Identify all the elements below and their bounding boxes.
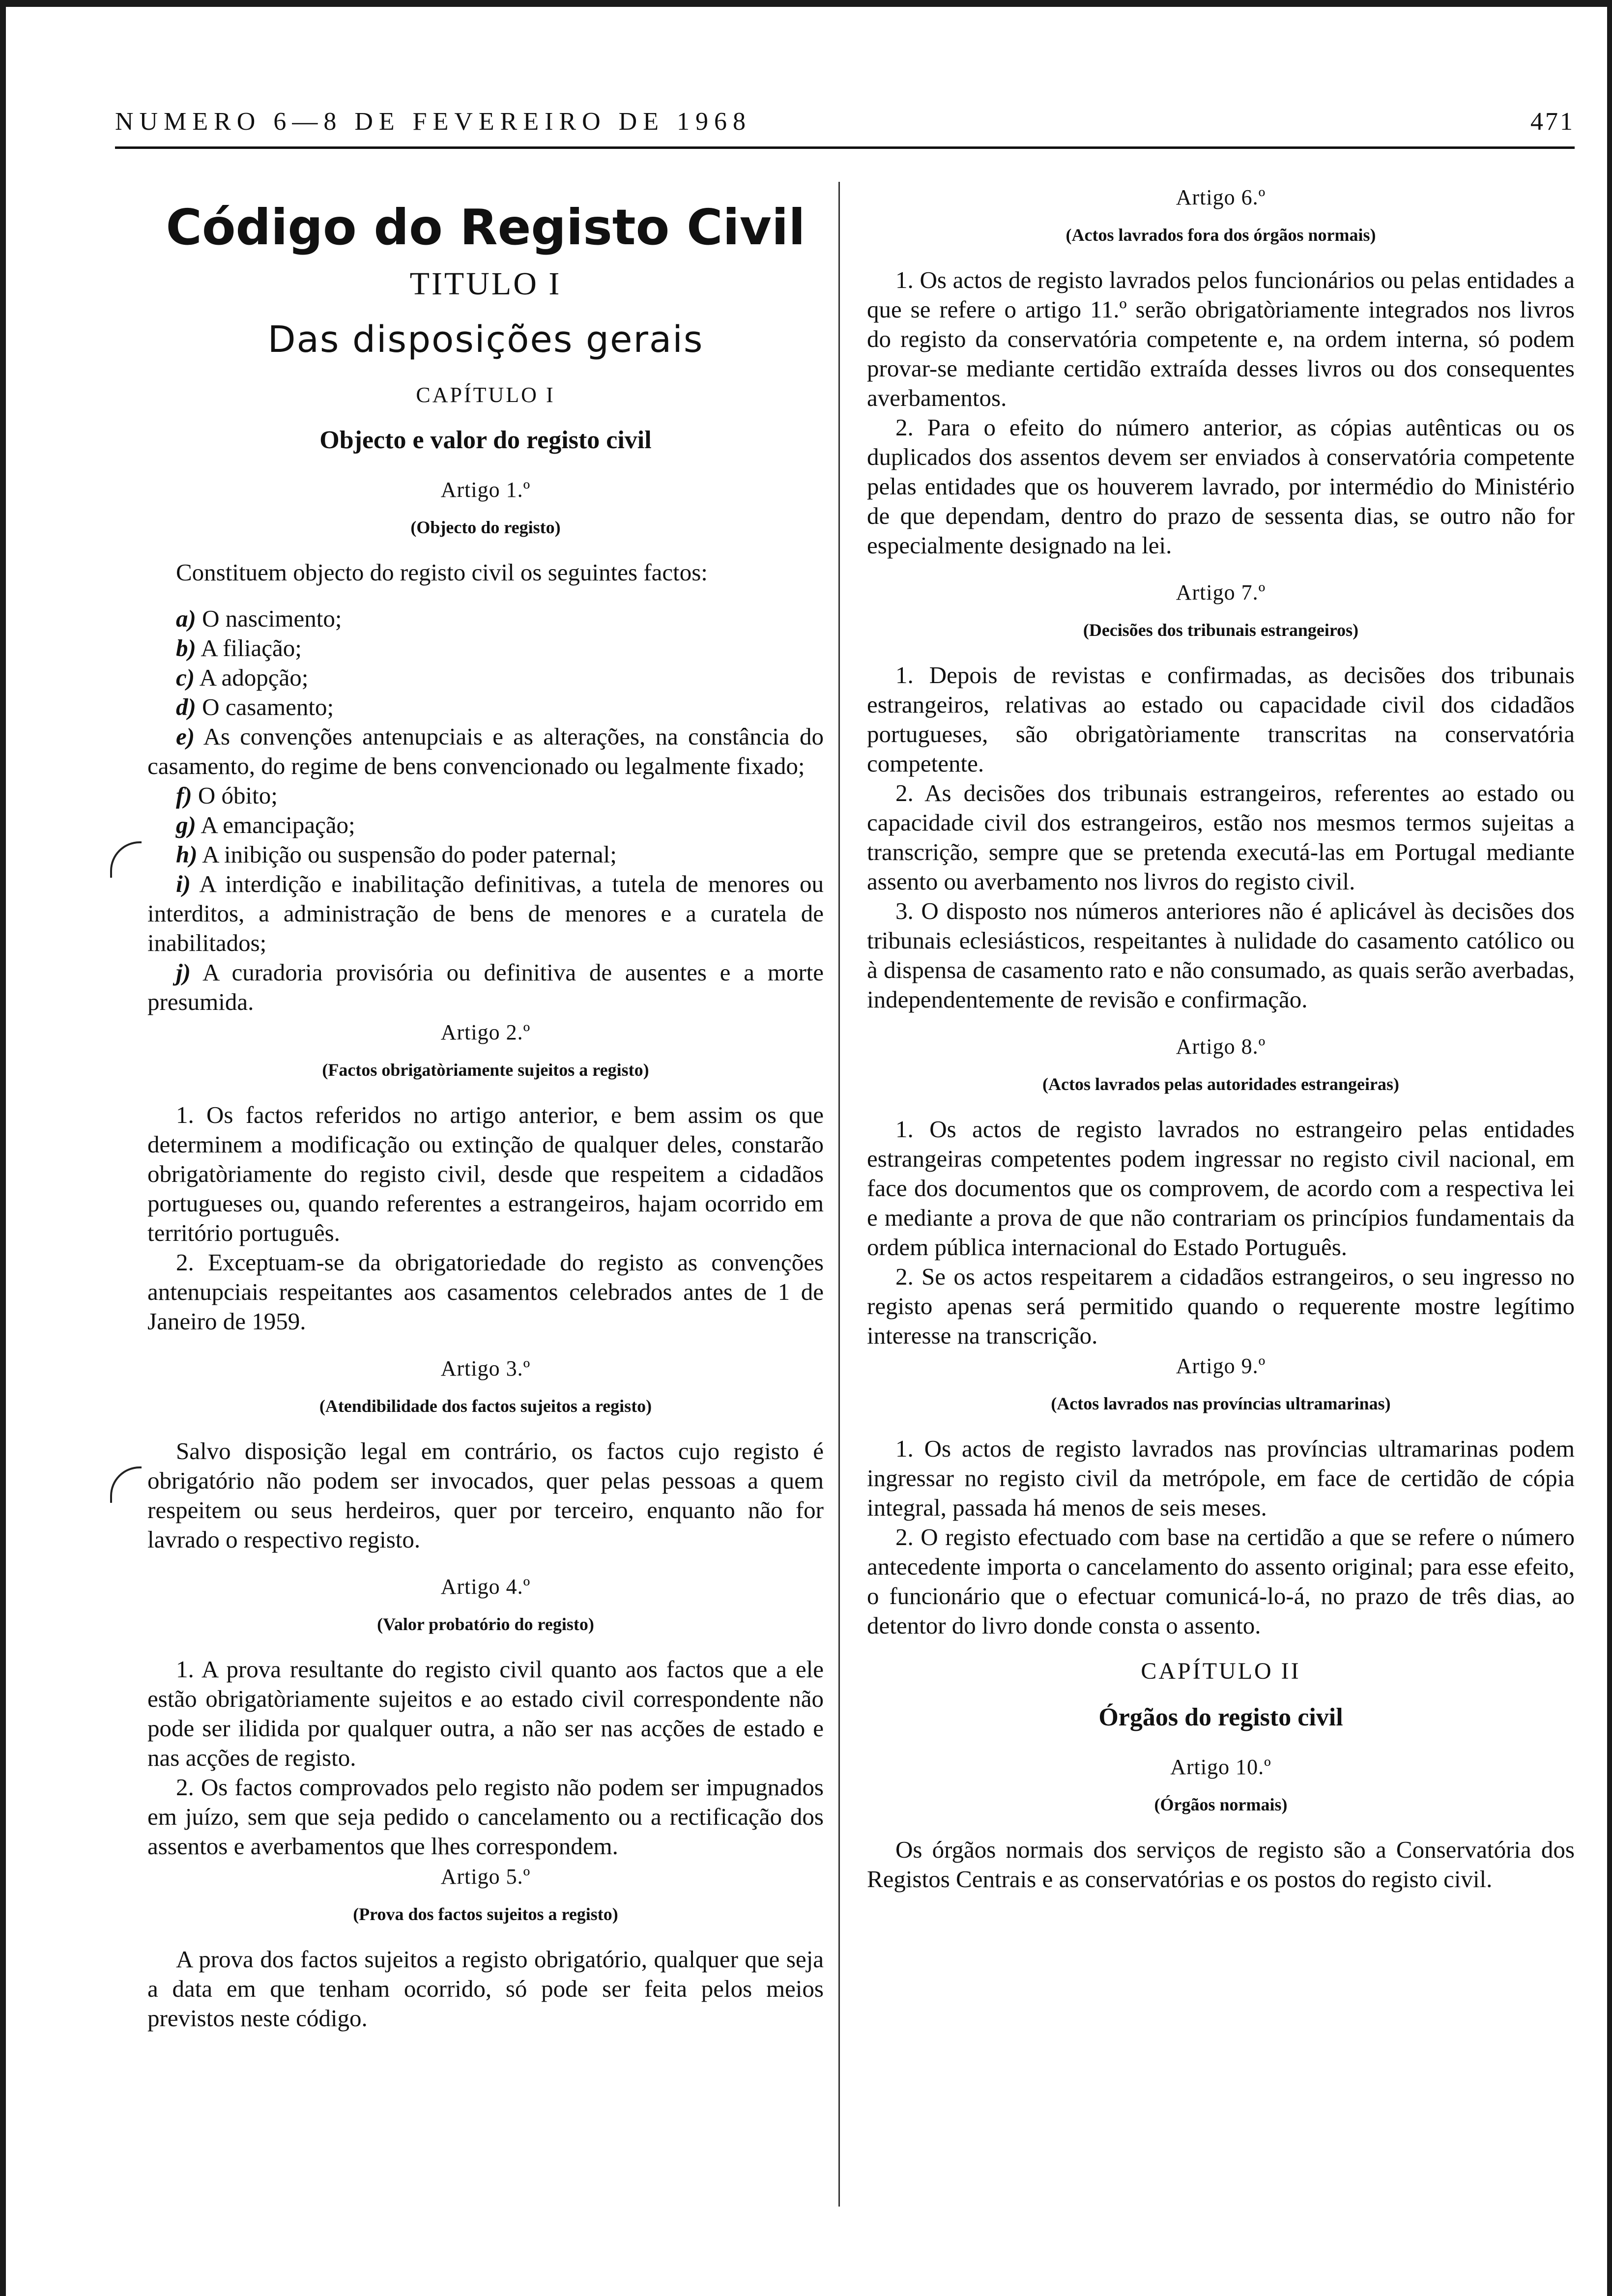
article-paragraph: 1. Os actos de registo lavrados nas províncias ultramarinas podem ingressar no registo civil da metrópole, em face de certidão de cópia integral, passada há menos de seis meses. [867, 1435, 1575, 1521]
list-letter: i) [176, 870, 191, 898]
article-paragraph: A prova dos factos sujeitos a registo obrigatório, qualquer que seja a data em que tenham ocorrido, só pode ser feita pelos meios previstos neste código. [147, 1946, 824, 2032]
article-subtitle: (Valor probatório do registo) [377, 1614, 594, 1634]
article-paragraph: 1. Depois de revistas e confirmadas, as decisões dos tribunais estrangeiros, relativas ao estado ou capacidade civil dos cidadãos portugueses, são obrigatòriamente transcritas na conservatória competente. [867, 661, 1575, 777]
article-paragraph: Salvo disposição legal em contrário, os factos cujo registo é obrigatório não podem ser invocados, quer pelas pessoas a quem respeitem ou seus herdeiros, quer por terceiro, enquanto não for lavrado o respectivo registo. [147, 1437, 824, 1553]
list-text: A curadoria provisória ou definitiva de ausentes e a morte presumida. [147, 959, 824, 1016]
margin-mark [110, 841, 142, 878]
list-text: A inibição ou suspensão do poder paternal; [202, 841, 617, 868]
column-divider [838, 182, 840, 2207]
header-rule [115, 146, 1575, 149]
list-text: A filiação; [201, 634, 302, 662]
list-letter: g) [176, 811, 196, 839]
article-label: Artigo 5.º [440, 1865, 531, 1889]
chapter-label: CAPÍTULO I [416, 382, 555, 407]
list-item [147, 781, 824, 810]
list-letter: a) [176, 605, 196, 632]
list-letter: h) [176, 841, 198, 868]
article-label: Artigo 6.º [1176, 185, 1266, 209]
article-label: Artigo 8.º [1176, 1034, 1266, 1059]
issue-date: NUMERO 6—8 DE FEVEREIRO DE 1968 [115, 108, 751, 136]
article-subtitle: (Actos lavrados fora dos órgãos normais) [1065, 225, 1376, 245]
titulo-name: Das disposições gerais [267, 318, 704, 361]
scan-edge-right [1607, 0, 1612, 2296]
list-item [147, 663, 824, 692]
article-label: Artigo 9.º [1176, 1353, 1266, 1378]
article-paragraph: 1. Os actos de registo lavrados no estrangeiro pelas entidades estrangeiras competentes podem ingressar no registo civil nacional, em face dos documentos que os comprovem, de acordo com a respectiva lei e mediante a prova de que não contrariam os princípios fundamentais da ordem pública internacional do Estado Português. [867, 1115, 1575, 1261]
article-label: Artigo 10.º [1170, 1754, 1271, 1779]
article-label: Artigo 7.º [1176, 580, 1266, 604]
article-subtitle: (Atendibilidade dos factos sujeitos a registo) [319, 1396, 652, 1416]
list-text: O casamento; [202, 693, 334, 721]
document-title: Código do Registo Civil [166, 199, 806, 256]
chapter-title: Órgãos do registo civil [1098, 1703, 1343, 1731]
article-paragraph: 3. O disposto nos números anteriores não é aplicável às decisões dos tribunais eclesiásticos, respeitantes à nulidade do casamento católico ou à dispensa de casamento rato e não consumado, as quais serão averbadas, independentemente de revisão e confirmação. [867, 897, 1575, 1013]
article-subtitle: (Prova dos factos sujeitos a registo) [353, 1904, 618, 1924]
article-paragraph: 2. Exceptuam-se da obrigatoriedade do registo as convenções antenupciais respeitantes aos casamentos celebrados antes de 1 de Janeiro de 1959. [147, 1249, 824, 1335]
list-item [147, 958, 824, 1017]
list-item [147, 633, 824, 663]
article-label: Artigo 4.º [440, 1575, 531, 1599]
list-letter: b) [176, 634, 196, 662]
article-label: Artigo 1.º [440, 478, 531, 502]
running-header [115, 102, 1575, 144]
list-text: A emancipação; [201, 811, 355, 839]
list-text: As convenções antenupciais e as alterações, na constância do casamento, do regime de bens convencionado ou legalmente fixado; [147, 723, 824, 780]
article-subtitle: (Actos lavrados pelas autoridades estrangeiras) [1042, 1074, 1399, 1094]
list-letter: f) [176, 782, 192, 809]
list-item [147, 840, 824, 869]
list-letter: j) [176, 959, 191, 986]
article-label: Artigo 2.º [440, 1020, 531, 1045]
chapter-title: Objecto e valor do registo civil [319, 426, 652, 454]
article-paragraph: 2. Se os actos respeitarem a cidadãos estrangeiros, o seu ingresso no registo apenas será permitido quando o requerente mostre legítimo interesse na transcrição. [867, 1263, 1575, 1349]
list-item [147, 692, 824, 722]
scan-edge-left [0, 0, 6, 2296]
article-subtitle: (Factos obrigatòriamente sujeitos a registo) [322, 1060, 649, 1080]
left-column [147, 182, 824, 2033]
list-text: O óbito; [198, 782, 278, 809]
article-label: Artigo 3.º [440, 1356, 531, 1381]
scan-edge-top [0, 0, 1612, 7]
article-paragraph: 1. Os actos de registo lavrados pelos funcionários ou pelas entidades a que se refere o artigo 11.º serão obrigatòriamente integrados nos livros do registo da conservatória competente e, na ordem interna, só podem provar-se mediante certidão extraída desses livros ou dos consequentes averbamentos. [867, 266, 1575, 411]
list-item [147, 810, 824, 840]
right-column [867, 182, 1575, 1894]
list-text: A adopção; [199, 664, 309, 691]
article-paragraph: 2. Para o efeito do número anterior, as cópias autênticas ou os duplicados dos assentos devem ser enviados à conservatória competente pelas entidades que os houverem lavrado, por intermédio do Ministério de que dependam, dentro do prazo de sessenta dias, se outro não for especialmente designado na lei. [867, 413, 1575, 559]
list-item [147, 869, 824, 958]
page-number: 471 [1530, 108, 1575, 136]
margin-mark [110, 1466, 142, 1503]
article-paragraph: 1. Os factos referidos no artigo anterior, e bem assim os que determinem a modificação ou extinção de qualquer deles, constarão obrigatòriamente do registo civil, desde que respeitem a cidadãos portugueses ou, quando referentes a estrangeiros, hajam ocorrido em território português. [147, 1101, 824, 1247]
titulo-label: TITULO I [409, 266, 562, 302]
list-letter: d) [176, 693, 196, 721]
article-paragraph: 1. A prova resultante do registo civil quanto aos factos que a ele estão obrigatòriamente sujeitos e ao estado civil correspondente não pode ser ilidida por qualquer outra, a não ser nas acções de estado e nas acções de registo. [147, 1656, 824, 1772]
article-subtitle: (Órgãos normais) [1154, 1794, 1288, 1814]
article-paragraph: Os órgãos normais dos serviços de registo são a Conservatória dos Registos Centrais e as conservatórias e os postos do registo civil. [867, 1836, 1575, 1893]
list-letter: e) [176, 723, 195, 750]
article-subtitle: (Decisões dos tribunais estrangeiros) [1083, 620, 1359, 640]
list-item [147, 604, 824, 633]
list-item [147, 722, 824, 781]
chapter-label: CAPÍTULO II [1141, 1658, 1301, 1684]
article-subtitle: (Actos lavrados nas províncias ultramarinas) [1051, 1393, 1391, 1413]
article-paragraph: Constituem objecto do registo civil os seguintes factos: [176, 559, 708, 586]
article-paragraph: 2. As decisões dos tribunais estrangeiros, referentes ao estado ou capacidade civil dos estrangeiros, estão nos mesmos termos sujeitas a transcrição, sempre que se pretenda executá-las em Portugal mediante assento ou averbamento nos livros do registo civil. [867, 779, 1575, 895]
list-text: O nascimento; [202, 605, 342, 632]
list-text: A interdição e inabilitação definitivas, a tutela de menores ou interditos, a administração de bens de menores e a curatela de inabilitados; [147, 870, 824, 957]
article-paragraph: 2. Os factos comprovados pelo registo não podem ser impugnados em juízo, sem que seja pedido o cancelamento ou a rectificação dos assentos e averbamentos que lhes correspondem. [147, 1774, 824, 1860]
list-letter: c) [176, 664, 195, 691]
article-subtitle: (Objecto do registo) [410, 517, 561, 537]
article-paragraph: 2. O registo efectuado com base na certidão a que se refere o número antecedente importa o cancelamento do assento original; para esse efeito, o funcionário que o efectuar comunicá-lo-á, no prazo de três dias, ao detentor do livro donde consta o assento. [867, 1523, 1575, 1639]
